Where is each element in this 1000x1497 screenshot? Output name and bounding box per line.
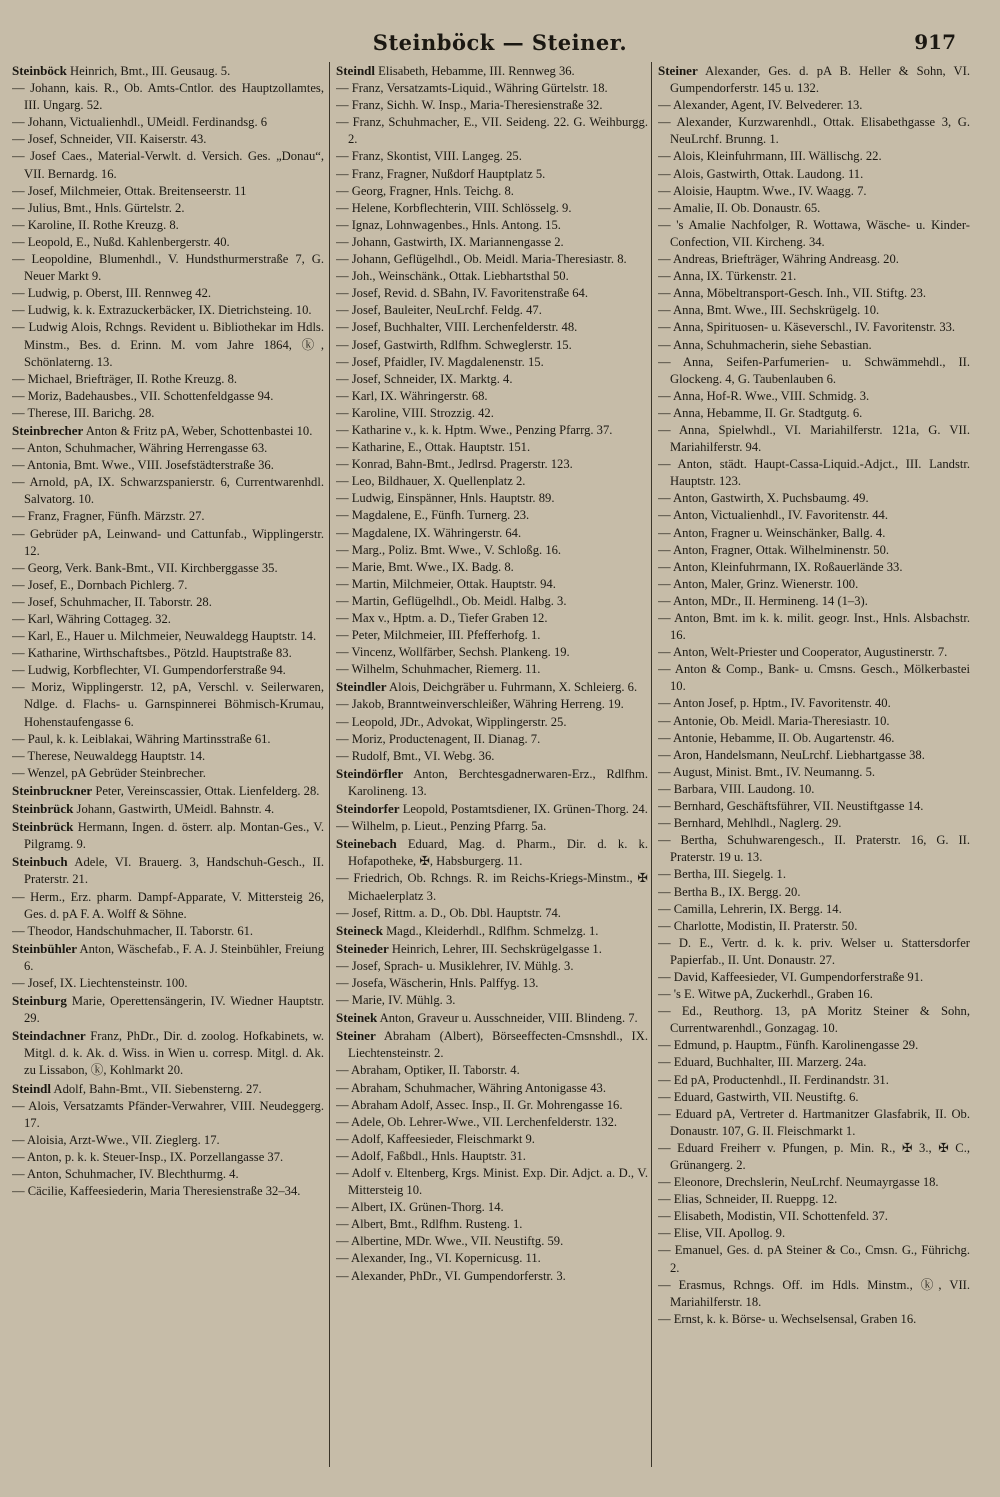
directory-entry: — Andreas, Briefträger, Währing Andreasg. 20. <box>658 252 899 267</box>
directory-entry: — Emanuel, Ges. d. pA Steiner & Co., Cmsn. G., Führichg. 2. <box>658 1243 970 1275</box>
directory-entry: — Adele, Ob. Lehrer-Wwe., VII. Lerchenfelderstr. 132. <box>336 1114 618 1129</box>
directory-entry: — Anna, Hof-R. Wwe., VIII. Schmidg. 3. <box>658 388 870 403</box>
entry-headword: Steinek <box>336 1010 378 1026</box>
directory-entry: — Leopold, JDr., Advokat, Wipplingerstr. 25. <box>336 714 567 729</box>
directory-entry: — Konrad, Bahn-Bmt., Jedlrsd. Pragerstr. 123. <box>336 457 573 472</box>
directory-entry: — Martin, Milchmeier, Ottak. Hauptstr. 94. <box>336 576 556 591</box>
directory-entry: — Marg., Poliz. Bmt. Wwe., V. Schloßg. 16. <box>336 542 562 557</box>
directory-entry: — Franz, Skontist, VIII. Langeg. 25. <box>336 149 522 164</box>
directory-entry: — Elias, Schneider, II. Rueppg. 12. <box>658 1192 838 1207</box>
entry-headword: Steindachner <box>12 1028 86 1044</box>
directory-entry: Steinbrecher Anton & Fritz pA, Weber, Schottenbastei 10. <box>12 422 313 438</box>
column-2 <box>336 62 648 1492</box>
directory-entry: — Anton, Maler, Grinz. Wienerstr. 100. <box>658 576 859 591</box>
entry-headword: Steindl <box>12 1080 52 1096</box>
directory-entry: — Alexander, PhDr., VI. Gumpendorferstr. 3. <box>336 1268 566 1283</box>
directory-entry: — Franz, Schuhmacher, E., VII. Seideng. 22. G. Weihburgg. 2. <box>336 115 648 147</box>
directory-entry: — Anna, Hebamme, II. Gr. Stadtgutg. 6. <box>658 405 863 420</box>
directory-entry: — Abraham, Optiker, II. Taborstr. 4. <box>336 1063 520 1078</box>
directory-entry: — Wenzel, pA Gebrüder Steinbrecher. <box>12 765 206 780</box>
entry-headword: Steindl <box>336 63 376 78</box>
directory-entry: — Alexander, Kurzwarenhdl., Ottak. Elisabethgasse 3, G. NeuLrchf. Brunng. 1. <box>658 115 970 147</box>
directory-entry: — Anton Josef, p. Hptm., IV. Favoritenstr. 40. <box>658 696 891 711</box>
directory-entry: — Katharine, E., Ottak. Hauptstr. 151. <box>336 440 531 455</box>
directory-entry: — Aloisia, Arzt-Wwe., VII. Zieglerg. 17. <box>12 1132 220 1147</box>
column-3 <box>658 62 970 1492</box>
directory-entry: — Michael, Briefträger, II. Rothe Kreuzg. 8. <box>12 371 238 386</box>
directory-entry: — Karoline, II. Rothe Kreuzg. 8. <box>12 217 179 232</box>
directory-entry: — Bertha, Schuhwarengesch., II. Praterstr. 16, G. II. Praterstr. 19 u. 13. <box>658 833 970 865</box>
entry-headword: Steindörfler <box>336 765 404 781</box>
page-number: 917 <box>914 30 956 54</box>
directory-entry: Steindachner Franz, PhDr., Dir. d. zoolog. Hofkabinets, w. Mitgl. d. k. Ak. d. Wiss. in Wien u. corresp. Mitgl. d. Ak. zu Lissabon, ⓚ, Kohlmarkt 20. <box>12 1028 324 1078</box>
directory-entry: — Alexander, Agent, IV. Belvederег. 13. <box>658 98 863 113</box>
directory-entry: — Ludwig, Korbflechter, VI. Gumpendorferstraße 94. <box>12 663 286 678</box>
directory-entry: — Aloisie, Hauptm. Wwe., IV. Waagg. 7. <box>658 183 867 198</box>
directory-entry: — Ludwig, k. k. Extrazuckerbäcker, IX. Dietrichsteing. 10. <box>12 303 312 318</box>
directory-entry: — Ernst, k. k. Börse- u. Wechselsensal, Graben 16. <box>658 1311 917 1326</box>
directory-entry: — Josef, Schuhmacher, II. Taborstr. 28. <box>12 594 212 609</box>
directory-entry: — Martin, Geflügelhdl., Ob. Meidl. Halbg. 3. <box>336 593 567 608</box>
directory-entry: — Anton, Fragner u. Weinschänker, Ballg. 4. <box>658 525 886 540</box>
directory-entry: — Moriz, Productenagent, II. Dianag. 7. <box>336 731 541 746</box>
directory-entry: — Josef, Milchmeier, Ottak. Breitenseerstr. 11 <box>12 183 247 198</box>
directory-entry: — Barbara, VIII. Laudong. 10. <box>658 781 815 796</box>
directory-entry: — Franz, Versatzamts-Liquid., Währing Gürtelstr. 18. <box>336 81 608 96</box>
running-title: Steinböck — Steiner. <box>372 30 628 55</box>
directory-entry: — Josef, Pfaidler, IV. Magdalenenstr. 15. <box>336 354 544 369</box>
directory-entry: Steinbrück Hermann, Ingen. d. österr. alp. Montan-Ges., V. Pilgramg. 9. <box>12 819 324 852</box>
directory-entry: — Gebrüder pA, Leinwand- und Cattunfab., Wipplingerstr. 12. <box>12 526 324 558</box>
directory-entry: — Edmund, p. Hauptm., Fünfh. Karolinengasse 29. <box>658 1038 919 1053</box>
directory-entry: Steinbrück Johann, Gastwirth, UMeidl. Bahnstr. 4. <box>12 801 275 817</box>
directory-entry: — Anton, städt. Haupt-Cassa-Liquid.-Adjct., III. Landstr. Hauptstr. 123. <box>658 457 970 489</box>
directory-entry: — August, Minist. Bmt., IV. Neumanng. 5. <box>658 764 876 779</box>
directory-entry: — Antonie, Hebamme, II. Ob. Augartenstr. 46. <box>658 730 895 745</box>
directory-entry: — Eduard, Gastwirth, VII. Neustiftg. 6. <box>658 1089 859 1104</box>
directory-entry: — Bertha B., IX. Bergg. 20. <box>658 884 801 899</box>
directory-entry: — Karl, IX. Währingerstr. 68. <box>336 388 488 403</box>
directory-entry: — Anna, Bmt. Wwe., III. Sechskrügelg. 10. <box>658 303 880 318</box>
directory-entry: — Leopoldine, Blumenhdl., V. Hundsthurmerstraße 7, G. Neuer Markt 9. <box>12 252 324 284</box>
directory-entry: — Franz, Sichh. W. Insp., Maria-Theresienstraße 32. <box>336 98 603 113</box>
directory-entry: — Jakob, Branntweinverschleißer, Währing Herreng. 19. <box>336 697 624 712</box>
directory-entry: — Anton, Schuhmacher, Währing Herrengasse 63. <box>12 441 268 456</box>
directory-entry: — Josef, Schneider, VII. Kaiserstr. 43. <box>12 132 207 147</box>
directory-entry: — Adolf, Kaffeesieder, Fleischmarkt 9. <box>336 1131 535 1146</box>
directory-entry: — Alexander, Ing., VI. Kopernicusg. 11. <box>336 1251 541 1266</box>
directory-entry: — Anna, Schuhmacherin, siehe Sebastian. <box>658 337 872 352</box>
entry-headword: Steiner <box>336 1028 376 1044</box>
entry-headword: Steinbruckner <box>12 782 93 798</box>
directory-entry: Steinebach Eduard, Mag. d. Pharm., Dir. d. k. k. Hofapotheke, ✠, Habsburgerg. 11. <box>336 836 648 869</box>
entry-headword: Steindler <box>336 679 387 695</box>
directory-entry: Steindler Alois, Deichgräber u. Fuhrmann, X. Schleierg. 6. <box>336 679 638 695</box>
directory-entry: — Magdalene, E., Fünfh. Turnerg. 23. <box>336 508 530 523</box>
directory-entry: — Josef Caes., Material-Verwlt. d. Versich. Ges. „Donau“, VII. Bernardg. 16. <box>12 149 324 181</box>
directory-entry: — Josef, Sprach- u. Musiklehrer, IV. Mühlg. 3. <box>336 958 574 973</box>
directory-entry: — Bernhard, Mehlhdl., Naglerg. 29. <box>658 816 842 831</box>
directory-entry: Steindörfler Anton, Berchtesgadnerwaren-Erz., Rdlfhm. Karolineng. 13. <box>336 765 648 798</box>
directory-entry: — Albertine, MDr. Wwe., VII. Neustiftg. 59. <box>336 1234 564 1249</box>
directory-entry: — Anna, Möbeltransport-Gesch. Inh., VII. Stiftg. 23. <box>658 286 927 301</box>
directory-entry: — Johann, Geflügelhdl., Ob. Meidl. Maria-Theresiastr. 8. <box>336 252 627 267</box>
directory-entry: — Antonia, Bmt. Wwe., VIII. Josefstädterstraße 36. <box>12 458 274 473</box>
directory-entry: — Charlotte, Modistin, II. Praterstr. 50. <box>658 918 858 933</box>
entry-headword: Steiner <box>658 63 698 78</box>
directory-entry: — Wilhelm, p. Lieut., Penzing Pfarrg. 5a. <box>336 819 547 834</box>
directory-entry: — 's Amalie Nachfolger, R. Wottawa, Wäsche- u. Kinder-Confection, VII. Kircheng. 34. <box>658 217 970 249</box>
directory-entry: Steindl Elisabeth, Hebamme, III. Rennweg 36. <box>336 63 575 78</box>
directory-entry: — Anton, Victualienhdl., IV. Favoritenstr. 44. <box>658 508 888 523</box>
directory-entry: — Alois, Kleinfuhrmann, III. Wällischg. 22. <box>658 149 882 164</box>
directory-entry: — Elisabeth, Modistin, VII. Schottenfeld. 37. <box>658 1209 888 1224</box>
directory-entry: — Anton, MDr., II. Hermineng. 14 (1–3). <box>658 593 868 608</box>
directory-entry: — Katharine v., k. k. Hptm. Wwe., Penzing Pfarrg. 37. <box>336 422 613 437</box>
directory-entry: — David, Kaffeesieder, VI. Gumpendorferstraße 91. <box>658 969 924 984</box>
directory-entry: — Theodor, Handschuhmacher, II. Taborstr. 61. <box>12 923 254 938</box>
directory-entry: — Josef, Schneider, IX. Marktg. 4. <box>336 371 513 386</box>
directory-entry: — Marie, IV. Mühlg. 3. <box>336 993 456 1008</box>
directory-entry: — Anton, Schuhmacher, IV. Blechthurmg. 4. <box>12 1167 239 1181</box>
directory-entry: — Franz, Fragner, Nußdorf Hauptplatz 5. <box>336 166 546 181</box>
directory-entry: — Moriz, Wipplingerstr. 12, pA, Verschl. v. Seilerwaren, Ndlge. d. Flachs- u. Garnspinnerei Böhmisch-Krumau, Hohenstaufengasse 6. <box>12 680 324 729</box>
directory-entry: — Ed pA, Productenhdl., II. Ferdinandstr. 31. <box>658 1072 889 1087</box>
directory-entry: — Friedrich, Ob. Rchngs. R. im Reichs-Kriegs-Minstm., ✠ Michaelerplatz 3. <box>336 871 648 903</box>
directory-entry: Steinburg Marie, Operettensängerin, IV. Wiedner Hauptstr. 29. <box>12 993 324 1026</box>
directory-entry: — Eduard pA, Vertreter d. Hartmanitzer Glasfabrik, II. Ob. Donaustr. 107, G. II. Fleischmarkt 1. <box>658 1106 970 1138</box>
directory-entry: — Ed., Reuthorg. 13, pA Moritz Steiner & Sohn, Currentwarenhdl., Gonzagag. 10. <box>658 1004 970 1036</box>
directory-entry: — Wilhelm, Schuhmacher, Riemerg. 11. <box>336 662 541 677</box>
directory-entry: — Ignaz, Lohnwagenbes., Hnls. Antong. 15. <box>336 217 561 232</box>
directory-entry: — Ludwig, p. Oberst, III. Rennweg 42. <box>12 286 212 301</box>
directory-entry: — Alois, Versatzamts Pfänder-Verwahrer, VIII. Neudeggerg. 17. <box>12 1098 324 1130</box>
directory-entry: — Johann, kais. R., Ob. Amts-Cntlor. des Hauptzollamtes, III. Ungarg. 52. <box>12 81 324 113</box>
directory-entry: — Anna, Seifen-Parfumerien- u. Schwämmehdl., II. Glockeng. 4, G. Taubenlauben 6. <box>658 354 970 386</box>
directory-entry: — Anton, Fragner, Ottak. Wilhelminenstr. 50. <box>658 542 890 557</box>
directory-entry: — Josefa, Wäscherin, Hnls. Palffyg. 13. <box>336 975 539 990</box>
directory-entry: Steinbuch Adele, VI. Brauerg. 3, Handschuh-Gesch., II. Praterstr. 21. <box>12 854 324 887</box>
directory-entry: — Antonie, Ob. Meidl. Maria-Theresiastr. 10. <box>658 713 890 728</box>
entry-headword: Steinböck <box>12 63 67 78</box>
directory-entry: — Camilla, Lehrerin, IX. Bergg. 14. <box>658 901 842 916</box>
directory-entry: — Amalie, II. Ob. Donaustr. 65. <box>658 200 821 215</box>
directory-entry: — Eduard, Buchhalter, III. Marzerg. 24a. <box>658 1055 867 1070</box>
directory-entry: — Rudolf, Bmt., VI. Webg. 36. <box>336 748 495 763</box>
directory-entry: Steinböck Heinrich, Bmt., III. Geusaug. 5. <box>12 63 231 78</box>
entry-headword: Steineder <box>336 940 389 956</box>
directory-entry: — Anton, Bmt. im k. k. milit. geogr. Inst., Hnls. Alsbachstr. 16. <box>658 611 970 643</box>
directory-entry: — Erasmus, Rchngs. Off. im Hdls. Minstm., ⓚ, VII. Mariahilferstr. 18. <box>658 1277 970 1309</box>
directory-entry: Steiner Alexander, Ges. d. pA B. Heller & Sohn, VI. Gumpendorferstr. 145 u. 132. <box>658 63 970 96</box>
directory-entry: — Bernhard, Geschäftsführer, VII. Neustiftgasse 14. <box>658 799 924 814</box>
column-1 <box>12 62 324 1492</box>
directory-entry: Steindorfer Leopold, Postamtsdiener, IX. Grünen-Thorg. 24. <box>336 801 648 817</box>
directory-entry: — Karoline, VIII. Strozzig. 42. <box>336 405 494 420</box>
directory-entry: — Max v., Hptm. a. D., Tiefer Graben 12. <box>336 611 548 625</box>
directory-entry: — Eleonore, Drechslerin, NeuLrchf. Neumayrgasse 18. <box>658 1175 939 1190</box>
entry-headword: Steinebach <box>336 836 397 852</box>
directory-entry: — Josef, IX. Liechtensteinstr. 100. <box>12 975 188 990</box>
directory-entry: — Abraham Adolf, Assec. Insp., II. Gr. Mohrengasse 16. <box>336 1097 623 1112</box>
directory-entry: — Johann, Gastwirth, IX. Mariannengasse 2. <box>336 234 564 249</box>
directory-entry: — Cäcilie, Kaffeesiederin, Maria Theresienstraße 32–34. <box>12 1184 301 1199</box>
directory-entry: — Magdalene, IX. Währingerstr. 64. <box>336 525 522 540</box>
directory-entry: — Joh., Weinschänk., Ottak. Liebhartsthal 50. <box>336 269 569 284</box>
directory-entry: — Anna, IX. Türkenstr. 21. <box>658 269 797 284</box>
directory-entry: — Vincenz, Wollfärber, Sechsh. Plankeng. 19. <box>336 645 570 660</box>
column-divider <box>329 62 330 1467</box>
directory-entry: — Josef, E., Dornbach Pichlerg. 7. <box>12 577 188 592</box>
entry-headword: Steinbuch <box>12 854 68 870</box>
directory-entry: — Anton, Gastwirth, X. Puchsbaumg. 49. <box>658 491 869 506</box>
directory-entry: — Karl, E., Hauer u. Milchmeier, Neuwaldegg Hauptstr. 14. <box>12 629 317 644</box>
directory-entry: Steinek Anton, Graveur u. Ausschneider, VIII. Blindeng. 7. <box>336 1010 638 1026</box>
directory-entry: — Therese, Neuwaldegg Hauptstr. 14. <box>12 748 206 763</box>
directory-entry: — Paul, k. k. Leiblakai, Währing Martinsstraße 61. <box>12 731 271 746</box>
entry-headword: Steineck <box>336 922 383 938</box>
directory-entry: Steiner Abraham (Albert), Börseeffecten-Cmsnshdl., IX. Liechtensteinstr. 2. <box>336 1028 648 1061</box>
directory-entry: — Albert, Bmt., Rdlfhm. Rusteng. 1. <box>336 1217 523 1232</box>
directory-entry: — Josef, Revid. d. SBahn, IV. Favoritenstraße 64. <box>336 286 588 301</box>
directory-entry: — Anton, Kleinfuhrmann, IX. Roßauerlände 33. <box>658 559 903 574</box>
directory-entry: Steindl Adolf, Bahn-Bmt., VII. Siebensterng. 27. <box>12 1080 262 1096</box>
directory-entry: — Adolf v. Eltenberg, Krgs. Minist. Exp. Dir. Adjct. a. D., V. Mittersteig 10. <box>336 1166 648 1198</box>
directory-entry: — Ludwig, Einspänner, Hnls. Hauptstr. 89. <box>336 491 555 506</box>
directory-entry: — Leopold, E., Nußd. Kahlenbergerstr. 40. <box>12 234 230 249</box>
directory-entry: — Georg, Fragner, Hnls. Teichg. 8. <box>336 183 514 198</box>
directory-entry: — Aron, Handelsmann, NeuLrchf. Liebhartgasse 38. <box>658 747 925 762</box>
directory-entry: — Marie, Bmt. Wwe., IX. Badg. 8. <box>336 559 514 574</box>
directory-entry: — Katharine, Wirthschaftsbes., Pötzld. Hauptstraße 83. <box>12 646 292 661</box>
directory-entry: — Josef, Rittm. a. D., Ob. Dbl. Hauptstr. 74. <box>336 905 561 920</box>
directory-entry: — Johann, Victualienhdl., UMeidl. Ferdinandsg. 6 <box>12 115 268 130</box>
entry-headword: Steinbrück <box>12 819 74 835</box>
directory-entry: — Anton, Welt-Priester und Cooperator, Augustinerstr. 7. <box>658 645 948 660</box>
directory-entry: — Leo, Bildhauer, X. Quellenplatz 2. <box>336 474 526 489</box>
directory-entry: — Albert, IX. Grünen-Thorg. 14. <box>336 1200 504 1215</box>
directory-entry: — Anna, Spielwhdl., VI. Mariahilferstr. 121a, G. VII. Mariahilferstr. 94. <box>658 422 970 455</box>
entry-headword: Steinbühler <box>12 940 78 956</box>
directory-entry: — Josef, Gastwirth, Rdlfhm. Schweglerstr. 15. <box>336 337 572 352</box>
directory-entry: — Herm., Erz. pharm. Dampf-Apparate, V. Mittersteig 26, Ges. d. pA F. A. Wolff & Söhne. <box>12 889 324 921</box>
directory-entry: — Anton, p. k. k. Steuer-Insp., IX. Porzellangasse 37. <box>12 1149 284 1164</box>
directory-entry: — Abraham, Schuhmacher, Währing Antonigasse 43. <box>336 1080 606 1095</box>
directory-entry: Steinbruckner Peter, Vereinscassier, Ottak. Lienfelderg. 28. <box>12 782 320 798</box>
directory-entry: — Anton & Comp., Bank- u. Cmsns. Gesch., Mölkerbastei 10. <box>658 662 970 694</box>
directory-entry: — Bertha, III. Siegelg. 1. <box>658 867 787 882</box>
directory-entry: Steineck Magd., Kleiderhdl., Rdlfhm. Schmelzg. 1. <box>336 922 599 938</box>
directory-entry: — Franz, Fragner, Fünfh. Märzstr. 27. <box>12 509 205 524</box>
directory-entry: — Therese, III. Barichg. 28. <box>12 405 155 420</box>
directory-entry: — Josef, Buchhalter, VIII. Lerchenfelderstr. 48. <box>336 320 578 335</box>
directory-entry: Steineder Heinrich, Lehrer, III. Sechskrügelgasse 1. <box>336 940 602 956</box>
directory-entry: — Anna, Spirituosen- u. Käseverschl., IV. Favoritenstr. 33. <box>658 320 956 335</box>
column-divider <box>651 62 652 1467</box>
directory-entry: — Georg, Verk. Bank-Bmt., VII. Kirchberggasse 35. <box>12 560 278 575</box>
directory-entry: — Moriz, Badehausbes., VII. Schottenfeldgasse 94. <box>12 388 274 403</box>
directory-entry: — Ludwig Alois, Rchngs. Revident u. Bibliothekar im Hdls. Minstm., Bes. d. Erinn. M. vom Jahre 1864, ⓚ, Schönlaterng. 13. <box>12 320 324 369</box>
page-header <box>0 30 1000 60</box>
directory-entry: — Alois, Gastwirth, Ottak. Laudong. 11. <box>658 166 864 181</box>
entry-headword: Steinburg <box>12 993 67 1009</box>
directory-entry: — Helene, Korbflechterin, VIII. Schlösselg. 9. <box>336 200 572 215</box>
directory-entry: — Elise, VII. Apollog. 9. <box>658 1226 786 1241</box>
directory-entry: — Eduard Freiherr v. Pfungen, p. Min. R., ✠ 3., ✠ C., Grünangerg. 2. <box>658 1140 970 1172</box>
directory-entry: — Julius, Bmt., Hnls. Gürtelstr. 2. <box>12 200 185 215</box>
entry-headword: Steinbrecher <box>12 422 84 438</box>
directory-entry: Steinbühler Anton, Wäschefab., F. A. J. Steinbühler, Freiung 6. <box>12 940 324 973</box>
directory-entry: — 's E. Witwe pA, Zuckerhdl., Graben 16. <box>658 987 873 1002</box>
directory-entry: — Josef, Bauleiter, NeuLrchf. Feldg. 47. <box>336 303 542 318</box>
directory-entry: — Peter, Milchmeier, III. Pfefferhofg. 1. <box>336 628 541 643</box>
entry-headword: Steinbrück <box>12 801 74 817</box>
directory-entry: — Adolf, Faßbdl., Hnls. Hauptstr. 31. <box>336 1148 526 1163</box>
directory-entry: — Karl, Währing Cottageg. 32. <box>12 612 171 626</box>
entry-headword: Steindorfer <box>336 801 400 817</box>
directory-entry: — Arnold, pA, IX. Schwarzspanierstr. 6, Currentwarenhdl. Salvatorg. 10. <box>12 475 324 507</box>
directory-entry: — D. E., Vertr. d. k. k. priv. Welser u. Stattersdorfer Papierfab., II. Unt. Donaustr. 27. <box>658 935 970 967</box>
